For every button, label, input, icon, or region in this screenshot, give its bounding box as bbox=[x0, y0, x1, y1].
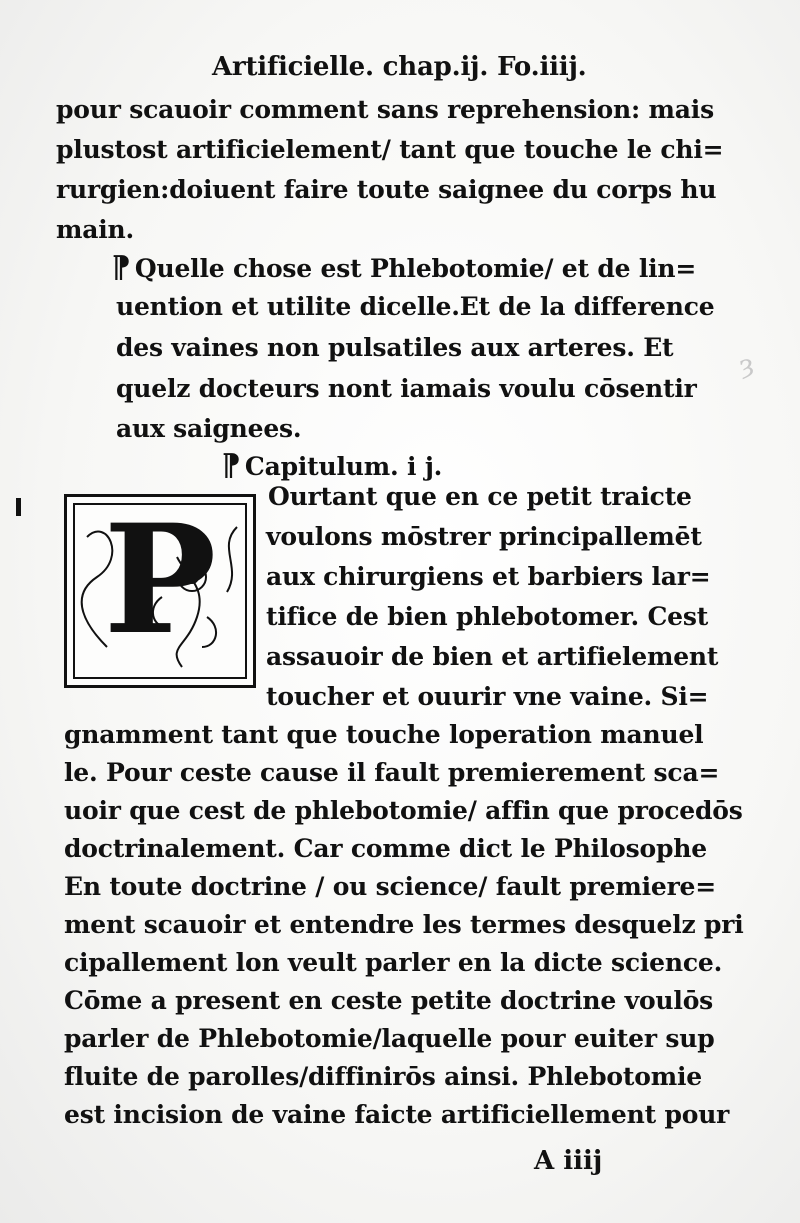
bleed-through-mark: ȝ bbox=[737, 349, 756, 381]
text-line: ment scauoir et entendre les termes desquelz pri bbox=[64, 910, 744, 939]
text-line: toucher et ouurir vne vaine. Si= bbox=[266, 682, 709, 711]
pilcrow-icon: ¶ bbox=[112, 250, 131, 285]
text-line: pour scauoir comment sans reprehension: mais bbox=[56, 95, 714, 124]
text-line: Ourtant que en ce petit traicte bbox=[268, 482, 692, 511]
text-line: est incision de vaine faicte artificiellement pour bbox=[64, 1100, 730, 1129]
decorated-initial bbox=[64, 494, 256, 688]
text-line: parler de Phlebotomie/laquelle pour euiter sup bbox=[64, 1024, 715, 1053]
section-title-line: aux saignees. bbox=[116, 414, 302, 443]
section-title-line: ¶ Quelle chose est Phlebotomie/ et de lin= bbox=[112, 250, 697, 285]
text-line: Cōme a present en ceste petite doctrine voulōs bbox=[64, 986, 714, 1015]
text-line: gnamment tant que touche loperation manuel bbox=[64, 720, 704, 749]
text-line: le. Pour ceste cause il fault premierement sca= bbox=[64, 758, 720, 787]
text-line: aux chirurgiens et barbiers lar= bbox=[266, 562, 711, 591]
text-line: fluite de parolles/diffinirōs ainsi. Phlebotomie bbox=[64, 1062, 702, 1091]
text-line: voulons mōstrer principallemēt bbox=[266, 522, 702, 551]
text-line: main. bbox=[56, 215, 135, 244]
section-title-line: quelz docteurs nont iamais voulu cōsentir bbox=[116, 374, 697, 403]
signature-mark: A iiij bbox=[534, 1146, 603, 1176]
chapter-heading: ¶ Capitulum. i j. bbox=[222, 448, 443, 483]
text-line: tifice de bien phlebotomer. Cest bbox=[266, 602, 709, 631]
text-line: cipallement lon veult parler en la dicte science. bbox=[64, 948, 723, 977]
text-line: doctrinalement. Car comme dict le Philosophe bbox=[64, 834, 707, 863]
initial-letter: P bbox=[103, 492, 217, 668]
section-title-line: uention et utilite dicelle.Et de la difference bbox=[116, 292, 715, 321]
text-line: plustost artificielement/ tant que touche le chi= bbox=[56, 135, 724, 164]
text-line: assauoir de bien et artifielement bbox=[266, 642, 719, 671]
margin-mark bbox=[16, 498, 21, 516]
text-line: uoir que cest de phlebotomie/ affin que procedōs bbox=[64, 796, 743, 825]
text-line: rurgien:doiuent faire toute saignee du corps hu bbox=[56, 175, 717, 204]
section-title-line: des vaines non pulsatiles aux arteres. Et bbox=[116, 333, 674, 362]
running-header: Artificielle. chap.ij. Fo.iiij. bbox=[212, 52, 587, 82]
pilcrow-icon: ¶ bbox=[222, 448, 241, 483]
text-line: En toute doctrine / ou science/ fault premiere= bbox=[64, 872, 717, 901]
